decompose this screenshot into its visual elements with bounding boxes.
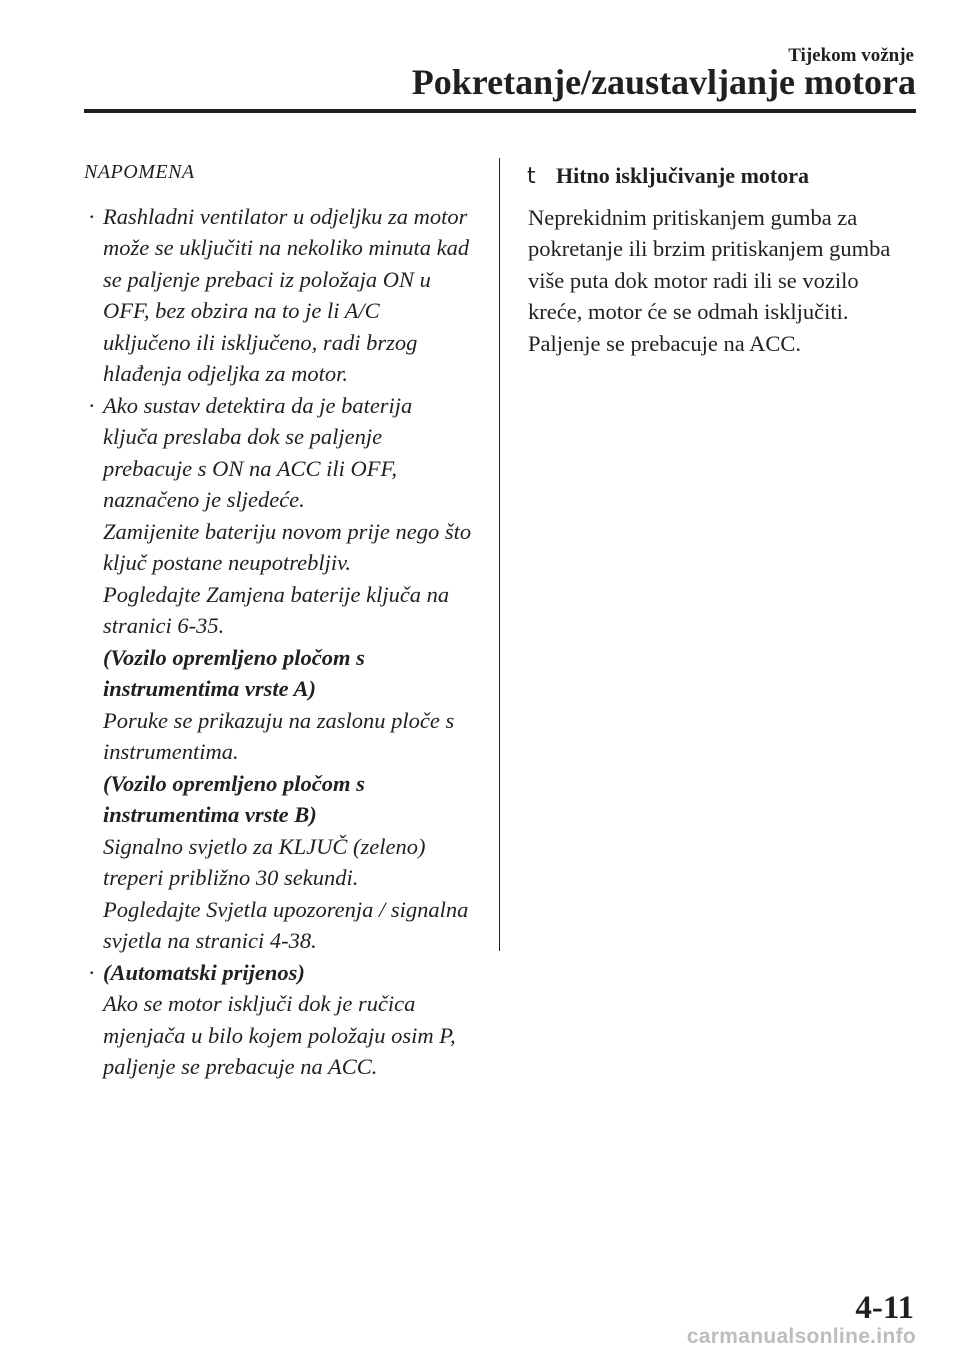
section-heading: [528, 160, 918, 192]
note-line: Zamijenite bateriju novom prije nego što: [103, 518, 472, 544]
note-line: Ako se motor isključi dok je ručica: [103, 991, 416, 1016]
subheading-automatic: (Automatski prijenos): [103, 959, 305, 985]
note-line: se paljenje prebaci iz položaja ON u: [103, 266, 431, 292]
body-line: više puta dok motor radi ili se vozilo: [528, 267, 859, 293]
cross-reference-link[interactable]: svjetla na stranici 4-38.: [103, 928, 317, 953]
running-header-section: Tijekom vožnje: [788, 45, 914, 66]
note-line: ključa preslaba dok se paljenje: [103, 424, 383, 449]
right-column: [528, 160, 918, 359]
subheading-type-b: (Vozilo opremljeno pločom s: [103, 770, 365, 796]
note-line: Poruke se prikazuju na zaslonu ploče s: [103, 707, 455, 733]
note-line: Ako sustav detektira da je baterija: [103, 392, 413, 418]
body-line: pokretanje ili brzim pritiskanjem gumba: [528, 236, 891, 261]
column-divider: [499, 158, 500, 951]
note-title: NAPOMENA: [84, 161, 195, 183]
note-line: naznačeno je sljedeće.: [103, 487, 305, 512]
bullet-dot-icon: ·: [88, 392, 96, 418]
note-line: uključeno ili isključeno, radi brzog: [103, 329, 418, 355]
note-line: paljenje se prebacuje na ACC.: [103, 1054, 378, 1079]
page-number: 4-11: [855, 1290, 914, 1326]
cross-reference-link[interactable]: Pogledajte Zamjena baterije ključa na: [103, 581, 450, 607]
subheading-type-b: instrumentima vrste B): [103, 802, 317, 827]
watermark: carmanualsonline.info: [686, 1325, 916, 1348]
cross-reference-link[interactable]: Pogledajte Svjetla upozorenja / signalna: [103, 896, 469, 922]
bullet-dot-icon: ·: [88, 203, 96, 229]
note-line: instrumentima.: [103, 739, 239, 764]
subheading-type-a: instrumentima vrste A): [103, 676, 316, 701]
section-marker-icon: t: [527, 164, 536, 189]
note-line: treperi približno 30 sekundi.: [103, 865, 359, 890]
note-bullet-3: [84, 957, 484, 1083]
section-heading-text: Hitno isključivanje motora: [556, 163, 809, 188]
body-line: kreće, motor će se odmah isključiti.: [528, 299, 849, 324]
note-line: mjenjača u bilo kojem položaju osim P,: [103, 1022, 456, 1048]
bullet-dot-icon: ·: [88, 959, 96, 985]
note-line: Rashladni ventilator u odjeljku za motor: [103, 203, 468, 229]
subheading-type-a: (Vozilo opremljeno pločom s: [103, 644, 365, 670]
body-line: Neprekidnim pritiskanjem gumba za: [528, 204, 858, 230]
note-line: može se uključiti na nekoliko minuta kad: [103, 235, 470, 260]
note-line: Signalno svjetlo za KLJUČ (zeleno): [103, 833, 426, 859]
note-bullet-1: [84, 201, 484, 390]
page-title: Pokretanje/zaustavljanje motora: [411, 62, 916, 102]
cross-reference-link[interactable]: stranici 6-35.: [103, 613, 225, 638]
left-column: [84, 157, 484, 1083]
header-rule: [84, 109, 916, 113]
note-line: prebacuje s ON na ACC ili OFF,: [103, 455, 397, 481]
note-line: ključ postane neupotrebljiv.: [103, 550, 352, 575]
note-bullet-2: [84, 390, 484, 957]
body-line: Paljenje se prebacuje na ACC.: [528, 330, 802, 356]
note-line: OFF, bez obzira na to je li A/C: [103, 298, 380, 323]
note-line: hlađenja odjeljka za motor.: [103, 361, 348, 386]
